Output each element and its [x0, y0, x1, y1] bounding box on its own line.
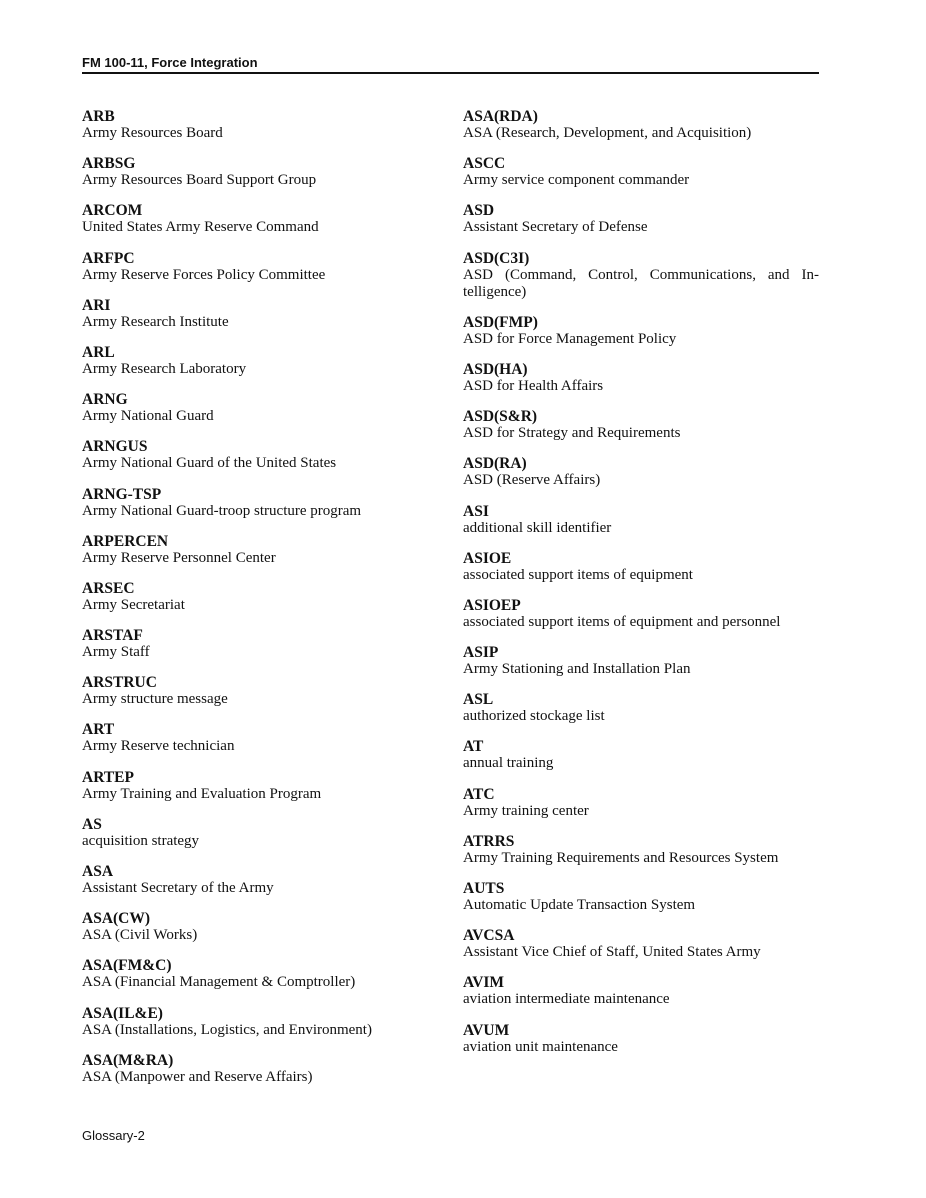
- glossary-entry: [463, 927, 819, 974]
- glossary-term: AT: [463, 738, 484, 756]
- glossary-definition: Army Research Institute: [82, 313, 229, 330]
- glossary-entry: [82, 769, 427, 816]
- glossary-term: ART: [82, 721, 115, 739]
- glossary-entry: [82, 344, 427, 391]
- glossary-term: ARCOM: [82, 202, 143, 220]
- glossary-entry: [82, 533, 427, 580]
- glossary-definition: Army training center: [463, 802, 589, 819]
- glossary-definition: Army Resources Board: [82, 125, 223, 141]
- glossary-definition: Army Staff: [82, 644, 150, 661]
- glossary-entry: [82, 108, 427, 155]
- glossary-term: ARNG-TSP: [82, 485, 162, 503]
- glossary-term: ASD(S&R): [463, 408, 538, 426]
- glossary-term: ASCC: [463, 155, 506, 173]
- glossary-entry: [463, 550, 819, 597]
- glossary-entry: [82, 816, 427, 863]
- glossary-term: ASD(FMP): [463, 313, 538, 331]
- glossary-term: ASIP: [463, 644, 499, 662]
- glossary-entry: [463, 644, 819, 691]
- glossary-entry: [82, 627, 427, 674]
- glossary-entry: [463, 455, 819, 502]
- glossary-definition: Army Reserve Forces Policy Committee: [82, 266, 326, 283]
- glossary-definition: ASD for Force Management Policy: [463, 330, 677, 347]
- glossary-definition: Army National Guard-troop structure program: [82, 502, 362, 519]
- glossary-definition: associated support items of equipment: [463, 566, 693, 583]
- glossary-term: ASIOE: [463, 549, 512, 567]
- glossary-entry: [82, 391, 427, 438]
- glossary-term: ATRRS: [463, 832, 515, 850]
- glossary-term: ARSTAF: [82, 627, 143, 645]
- glossary-definition: ASA (Manpower and Reserve Affairs): [82, 1068, 313, 1085]
- glossary-definition: Assistant Secretary of the Army: [82, 880, 274, 896]
- glossary-definition: Automatic Update Transaction System: [463, 897, 696, 913]
- glossary-definition: ASD for Health Affairs: [463, 377, 604, 394]
- glossary-term: ASA(RDA): [463, 108, 538, 125]
- glossary-definition: Army Training and Evaluation Program: [82, 785, 322, 802]
- glossary-definition: aviation unit maintenance: [463, 1038, 618, 1055]
- glossary-entry: [463, 833, 819, 880]
- glossary-entry: [463, 597, 819, 644]
- glossary-term: AVCSA: [463, 927, 515, 945]
- glossary-term: ASA(M&RA): [82, 1051, 174, 1069]
- glossary-definition: Army Training Requirements and Resources System: [463, 849, 779, 866]
- glossary-definition: acquisition strategy: [82, 832, 200, 849]
- glossary-definition: Army Reserve technician: [82, 738, 235, 755]
- glossary-entry: [82, 438, 427, 485]
- glossary-definition: ASA (Installations, Logistics, and Environment): [82, 1021, 372, 1038]
- glossary-entry: [463, 250, 819, 314]
- glossary-term: ARI: [82, 296, 111, 314]
- glossary-entry: [463, 738, 819, 785]
- glossary-term: ARSTRUC: [82, 674, 157, 692]
- glossary-term: ASD: [463, 202, 495, 220]
- glossary-term: ASL: [463, 691, 494, 709]
- glossary-entry: [82, 910, 427, 957]
- glossary-term: ASI: [463, 502, 489, 520]
- glossary-definition: Army structure message: [82, 691, 228, 708]
- glossary-column-right: [463, 108, 819, 1069]
- glossary-entry: [463, 880, 819, 927]
- glossary-definition: aviation intermediate maintenance: [463, 991, 670, 1008]
- glossary-definition: Army National Guard of the United States: [82, 455, 337, 472]
- glossary-entry: [82, 297, 427, 344]
- glossary-entry: [463, 155, 819, 202]
- glossary-term: ARFPC: [82, 249, 135, 267]
- glossary-entry: [463, 786, 819, 833]
- glossary-term: ARB: [82, 108, 115, 125]
- glossary-entry: [82, 202, 427, 249]
- glossary-entry: [463, 408, 819, 455]
- glossary-entry: [82, 957, 427, 1004]
- glossary-definition: annual training: [463, 755, 554, 772]
- glossary-term: ASA: [82, 863, 114, 880]
- glossary-definition: Army service component commander: [463, 172, 690, 189]
- glossary-entry: [82, 486, 427, 533]
- glossary-definition: Army Reserve Personnel Center: [82, 549, 276, 566]
- glossary-term: AVIM: [463, 974, 505, 992]
- glossary-definition: Army Research Laboratory: [82, 360, 247, 377]
- glossary-term: ASA(FM&C): [82, 957, 172, 975]
- glossary-definition: authorized stockage list: [463, 708, 605, 725]
- glossary-entry: [463, 202, 819, 249]
- glossary-entry: [463, 1022, 819, 1069]
- glossary-entry: [463, 974, 819, 1021]
- glossary-term: ARL: [82, 343, 115, 361]
- glossary-definition: Assistant Vice Chief of Staff, United States Army: [463, 944, 761, 961]
- glossary-entry: [463, 503, 819, 550]
- glossary-definition: ASA (Financial Management & Comptroller): [82, 974, 356, 991]
- glossary-term: ARNG: [82, 391, 128, 409]
- glossary-definition: ASA (Civil Works): [82, 927, 198, 944]
- glossary-entry: [82, 1052, 427, 1099]
- glossary-definition: additional skill identifier: [463, 519, 612, 536]
- glossary-definition: Army Resources Board Support Group: [82, 172, 317, 189]
- glossary-term: ARBSG: [82, 155, 136, 173]
- glossary-term: ASD(C3I): [463, 249, 530, 267]
- glossary-term: ASD(HA): [463, 360, 528, 378]
- page-number: Glossary-2: [82, 1128, 145, 1143]
- glossary-entry: [463, 108, 819, 155]
- glossary-definition: ASD for Strategy and Requirements: [463, 425, 681, 442]
- glossary-definition: Army Secretariat: [82, 596, 185, 613]
- glossary-entry: [82, 863, 427, 910]
- glossary-entry: [82, 155, 427, 202]
- glossary-definition: Army Stationing and Installation Plan: [463, 661, 691, 678]
- glossary-definition: ASA (Research, Development, and Acquisition): [463, 125, 752, 141]
- glossary-definition: United States Army Reserve Command: [82, 219, 319, 236]
- glossary-term: ARSEC: [82, 579, 135, 597]
- glossary-term: AS: [82, 815, 102, 833]
- glossary-term: AVUM: [463, 1021, 510, 1039]
- glossary-term: ASA(CW): [82, 910, 151, 928]
- glossary-term: ATC: [463, 785, 495, 803]
- glossary-entry: [463, 691, 819, 738]
- glossary-definition: associated support items of equipment and personnel: [463, 613, 781, 630]
- glossary-entry: [82, 250, 427, 297]
- glossary-term: ARNGUS: [82, 438, 148, 456]
- glossary-entry: [82, 674, 427, 721]
- glossary-entry: [82, 1005, 427, 1052]
- glossary-term: ARTEP: [82, 768, 134, 786]
- glossary-term: ASIOEP: [463, 596, 521, 614]
- glossary-definition: ASD (Command, Control, Communications, and In-telligence): [463, 266, 819, 300]
- glossary-definition: ASD (Reserve Affairs): [463, 472, 601, 489]
- glossary-definition: Assistant Secretary of Defense: [463, 219, 648, 236]
- running-header: FM 100-11, Force Integration: [82, 55, 258, 70]
- glossary-entry: [463, 361, 819, 408]
- glossary-column-left: [82, 108, 427, 1099]
- glossary-term: ARPERCEN: [82, 532, 169, 550]
- glossary-entry: [463, 314, 819, 361]
- glossary-definition: Army National Guard: [82, 408, 214, 425]
- header-rule: [82, 72, 819, 74]
- glossary-term: AUTS: [463, 880, 505, 897]
- glossary-term: ASA(IL&E): [82, 1004, 163, 1022]
- glossary-entry: [82, 580, 427, 627]
- glossary-entry: [82, 721, 427, 768]
- glossary-term: ASD(RA): [463, 455, 527, 473]
